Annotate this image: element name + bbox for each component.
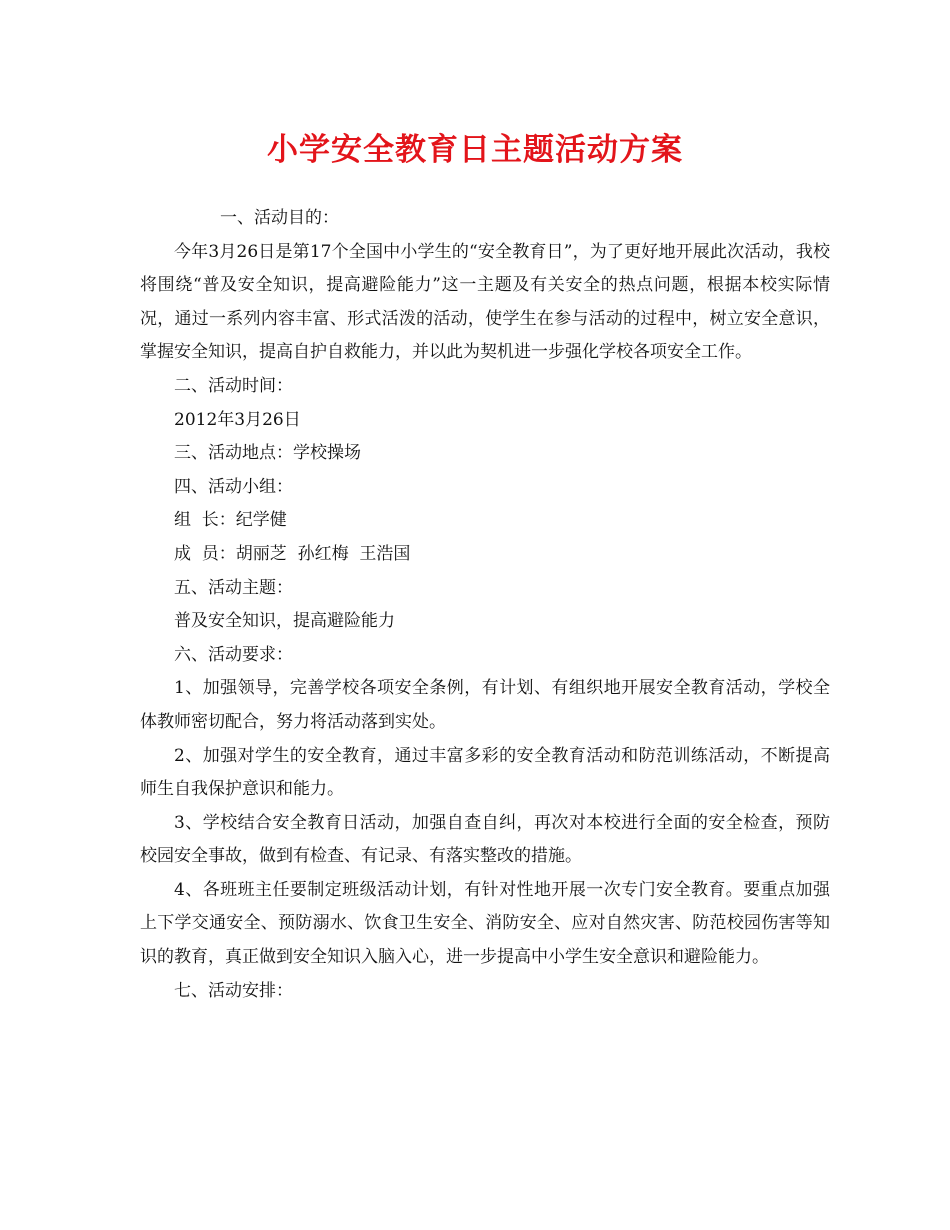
paragraph-purpose: 今年3月26日是第17个全国中小学生的“安全教育日”，为了更好地开展此次活动，我校将围绕“普及安全知识，提高避险能力”这一主题及有关安全的热点问题，根据本校实际情况，通过一系列内容丰富、形式活泼的活动，使学生在参与活动的过程中，树立安全意识，掌握安全知识，提高自护自救能力，并以此为契机进一步强化学校各项安全工作。 bbox=[140, 241, 830, 363]
section-heading-requirements: 六、活动要求： bbox=[174, 644, 293, 665]
document-title: 小学安全教育日主题活动方案 bbox=[267, 132, 683, 168]
document-body bbox=[140, 202, 830, 1008]
paragraph-theme: 普及安全知识，提高避险能力 bbox=[174, 611, 395, 632]
group-members-line: 成 员：胡丽芝 孙红梅 王浩国 bbox=[174, 543, 411, 564]
group-leader-line: 组 长：纪学健 bbox=[174, 510, 287, 531]
paragraph-date: 2012年3月26日 bbox=[174, 409, 301, 430]
requirement-item-4: 4、各班班主任要制定班级活动计划，有针对性地开展一次专门安全教育。要重点加强上下学交通安全、预防溺水、饮食卫生安全、消防安全、应对自然灾害、防范校园伤害等知识的教育，真正做到安全知识入脑入心，进一步提高中小学生安全意识和避险能力。 bbox=[140, 879, 830, 968]
section-heading-group: 四、活动小组： bbox=[174, 476, 293, 497]
section-heading-time: 二、活动时间： bbox=[174, 375, 293, 396]
section-heading-location: 三、活动地点：学校操场 bbox=[174, 443, 361, 464]
section-heading-purpose: 一、活动目的： bbox=[220, 208, 339, 228]
section-heading-arrangement: 七、活动安排： bbox=[174, 980, 293, 1001]
requirement-item-2: 2、加强对学生的安全教育，通过丰富多彩的安全教育活动和防范训练活动，不断提高师生自我保护意识和能力。 bbox=[140, 745, 830, 800]
requirement-item-1: 1、加强领导，完善学校各项安全条例，有计划、有组织地开展安全教育活动，学校全体教师密切配合，努力将活动落到实处。 bbox=[140, 678, 830, 732]
section-heading-theme: 五、活动主题： bbox=[174, 577, 293, 598]
requirement-item-3: 3、学校结合安全教育日活动，加强自查自纠，再次对本校进行全面的安全检查，预防校园安全事故，做到有检查、有记录、有落实整改的措施。 bbox=[140, 812, 830, 867]
